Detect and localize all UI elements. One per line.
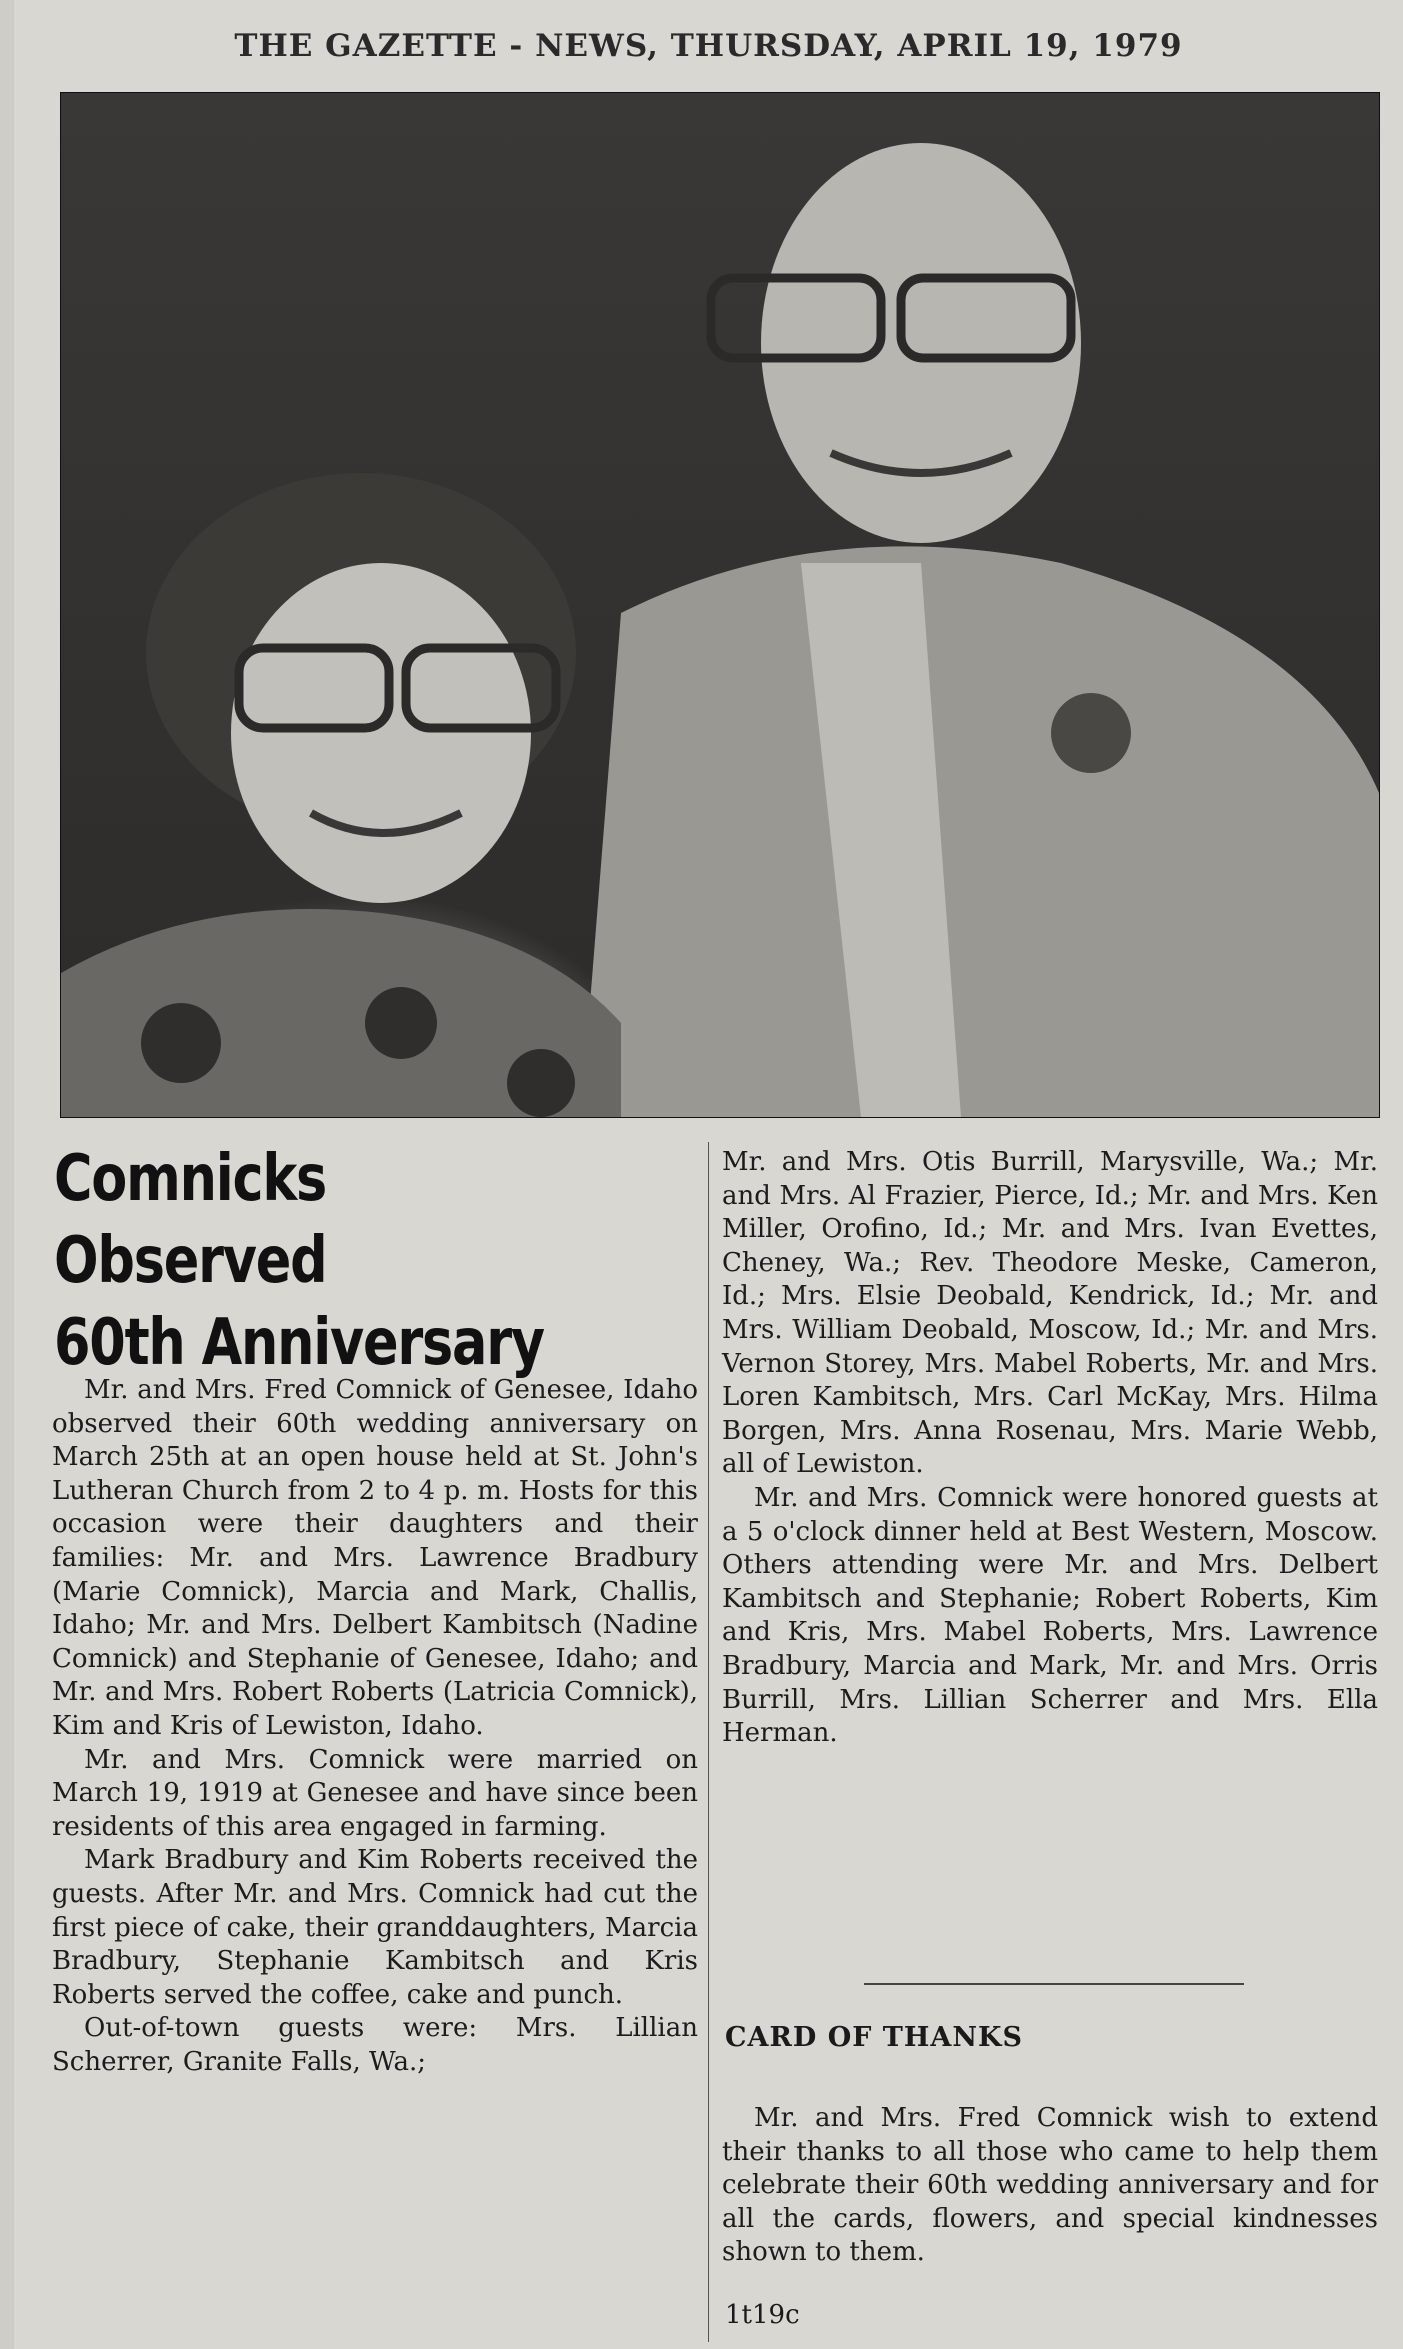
card-of-thanks-heading: CARD OF THANKS <box>725 2022 1023 2053</box>
card-paragraph: Mr. and Mrs. Fred Comnick wish to extend their thanks to all those who came to help them celebrate their 60th wedding anniversary and for all the cards, flowers, and special kindnesses shown to them. <box>722 2103 1378 2268</box>
newspaper-clipping <box>14 0 1403 2349</box>
article-column-1 <box>52 1374 698 2079</box>
photo-illustration <box>61 93 1379 1117</box>
dress-flower-2 <box>365 987 437 1059</box>
dress-flower-3 <box>507 1049 575 1117</box>
man-head <box>761 143 1081 543</box>
column-divider <box>708 1142 709 2342</box>
ad-code: 1t19c <box>725 2300 800 2330</box>
boutonniere <box>1051 693 1131 773</box>
article-paragraph: Mr. and Mrs. Comnick were married on March 19, 1919 at Genesee and have since been residents of this area engaged in farming. <box>52 1744 698 1842</box>
card-of-thanks-body <box>722 2102 1378 2270</box>
article-paragraph: Mr. and Mrs. Otis Burrill, Marysville, Wa.; Mr. and Mrs. Al Frazier, Pierce, Id.; Mr. and Mrs. Ken Miller, Orofino, Id.; Mr. and Mrs. Ivan Evettes, Cheney, Wa.; Rev. Theodore Meske, Cameron, Id.; Mrs. Elsie Deobald, Kendrick, Id.; Mr. and Mrs. William Deobald, Moscow, Id.; Mr. and Mrs. Vernon Storey, Mrs. Mabel Roberts, Mr. and Mrs. Loren Kambitsch, Mrs. Carl McKay, Mrs. Hilma Borgen, Mrs. Anna Rosenau, Mrs. Marie Webb, all of Lewiston. <box>722 1147 1378 1480</box>
man-suit <box>581 546 1379 1117</box>
headline-line-1: Comnicks Observed <box>54 1142 327 1298</box>
headline <box>54 1138 562 1384</box>
woman-head <box>231 563 531 903</box>
section-rule <box>864 1983 1244 1985</box>
article-paragraph: Mark Bradbury and Kim Roberts received the guests. After Mr. and Mrs. Comnick had cut the first piece of cake, their granddaughters, Marcia Bradbury, Stephanie Kambitsch and Kris Roberts served the coffee, cake and punch. <box>52 1845 698 2010</box>
couple-photo <box>60 92 1380 1118</box>
article-paragraph: Mr. and Mrs. Comnick were honored guests at a 5 o'clock dinner held at Best Western, Moscow. Others attending were Mr. and Mrs. Delbert Kambitsch and Stephanie; Robert Roberts, Kim and Kris, Mrs. Mabel Roberts, Mrs. Lawrence Bradbury, Marcia and Mark, Mr. and Mrs. Orris Burrill, Mrs. Lillian Scherrer and Mrs. Ella Herman. <box>722 1482 1378 1749</box>
article-paragraph: Out-of-town guests were: Mrs. Lillian Scherrer, Granite Falls, Wa.; <box>52 2013 698 2077</box>
article-paragraph: Mr. and Mrs. Fred Comnick of Genesee, Idaho observed their 60th wedding anniversary on March 25th at an open house held at St. John's Lutheran Church from 2 to 4 p. m. Hosts for this occasion were their daughters and their families: Mr. and Mrs. Lawrence Bradbury (Marie Comnick), Marcia and Mark, Challis, Idaho; Mr. and Mrs. Delbert Kambitsch (Nadine Comnick) and Stephanie of Genesee, Idaho; and Mr. and Mrs. Robert Roberts (Latricia Comnick), Kim and Kris of Lewiston, Idaho. <box>52 1375 698 1741</box>
article-column-2 <box>722 1146 1378 1751</box>
adjacent-page-edge <box>0 0 15 2349</box>
masthead: THE GAZETTE - NEWS, THURSDAY, APRIL 19, 1979 <box>234 28 1183 64</box>
dress-flower-1 <box>141 1003 221 1083</box>
headline-line-2: 60th Anniversary <box>54 1306 544 1380</box>
